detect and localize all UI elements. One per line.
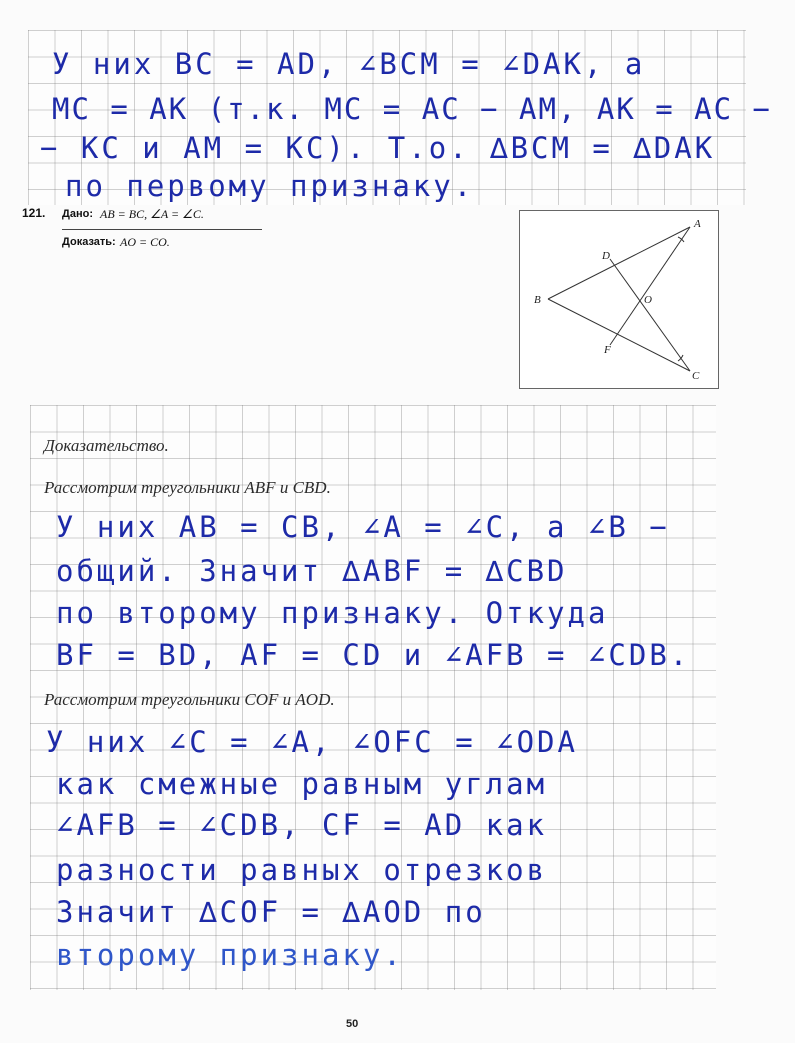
handwritten-line-4: по первому признаку. <box>65 169 475 203</box>
page-number: 50 <box>346 1018 359 1030</box>
proof-line-5: У них ∠C = ∠A, ∠OFC = ∠ODA <box>46 725 578 759</box>
proof-line-3: по второму признаку. Откуда <box>56 596 609 630</box>
handwritten-line-2: MC = AK (т.к. MC = AC − AM, AK = AC − <box>52 92 773 126</box>
segment-cd <box>610 259 690 371</box>
handwritten-line-1: У них BC = AD, ∠BCM = ∠DAK, а <box>52 47 646 81</box>
proof-line-8: разности равных отрезков <box>56 853 548 887</box>
given-text: AB = BC, ∠A = ∠C. <box>100 207 204 221</box>
point-c-label: C <box>692 370 700 382</box>
task-divider <box>62 229 262 230</box>
proof-line-9: Значит ∆COF = ∆AOD по <box>56 895 486 929</box>
proof-line-4: BF = BD, AF = CD и ∠AFB = ∠CDB. <box>56 638 691 672</box>
figure-svg <box>520 211 718 388</box>
segment-bc <box>548 299 690 371</box>
proof-line-1: У них AB = CB, ∠A = ∠C, а ∠B − <box>56 510 670 544</box>
consider-triangles-1: Рассмотрим треугольники ABF и CBD. <box>44 478 331 497</box>
proof-heading: Доказательство. <box>44 436 169 455</box>
point-f-label: F <box>604 344 611 356</box>
proof-line-7: ∠AFB = ∠CDB, CF = AD как <box>56 808 548 842</box>
proof-line-10: второму признаку. <box>56 938 404 972</box>
proof-line-2: общий. Значит ∆ABF = ∆CBD <box>56 554 568 588</box>
point-o-label: O <box>644 294 652 306</box>
point-d-label: D <box>602 250 610 262</box>
segment-ba <box>548 227 690 299</box>
consider-triangles-2: Рассмотрим треугольники COF и AOD. <box>44 690 335 709</box>
triangle-figure <box>519 210 719 389</box>
proof-line-6: как смежные равным углам <box>56 767 548 801</box>
given-label: Дано: <box>62 208 93 220</box>
prove-text: AO = CO. <box>120 235 170 249</box>
task-number: 121. <box>22 206 46 220</box>
handwritten-line-3: − KC и AM = KC). Т.о. ∆BCM = ∆DAK <box>40 131 716 165</box>
point-b-label: B <box>534 294 541 306</box>
segment-af <box>610 227 690 345</box>
point-a-label: A <box>694 218 701 230</box>
prove-label: Доказать: <box>62 236 116 248</box>
